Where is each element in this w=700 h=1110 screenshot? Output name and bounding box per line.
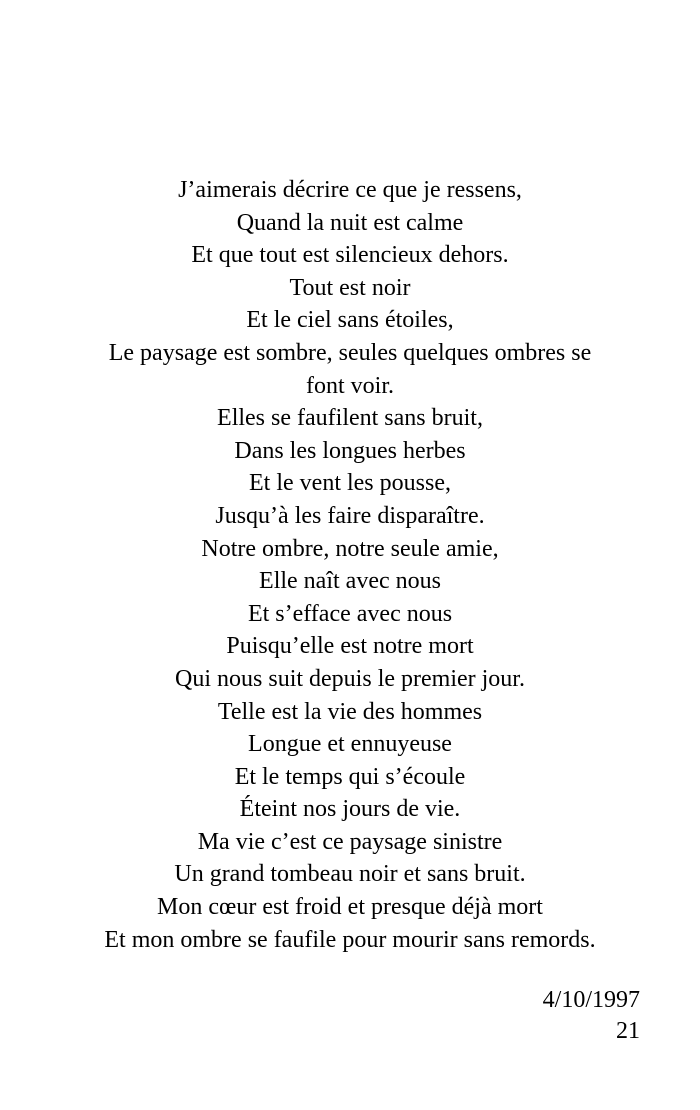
- poem-line: Puisqu’elle est notre mort: [226, 633, 474, 660]
- poem-line: Notre ombre, notre seule amie,: [201, 535, 499, 562]
- poem-line: Et le vent les pousse,: [249, 470, 451, 497]
- poem-line: Qui nous suit depuis le premier jour.: [175, 665, 525, 692]
- poem-line: Le paysage est sombre, seules quelques ombres se: [108, 339, 592, 366]
- poem-date: 4/10/1997: [542, 987, 640, 1013]
- poem-line: Un grand tombeau noir et sans bruit.: [174, 861, 526, 888]
- poem-line: Et que tout est silencieux dehors.: [191, 242, 509, 269]
- poem-line: Et mon ombre se faufile pour mourir sans remords.: [104, 926, 596, 953]
- poem-line: Tout est noir: [289, 274, 411, 301]
- poem-line: Longue et ennuyeuse: [248, 731, 452, 758]
- poem-line: Jusqu’à les faire disparaître.: [215, 502, 485, 529]
- poem-line: Ma vie c’est ce paysage sinistre: [197, 828, 503, 855]
- poem-line: Éteint nos jours de vie.: [239, 796, 461, 823]
- poem-line: Dans les longues herbes: [234, 437, 466, 464]
- poem-line: Elle naît avec nous: [259, 568, 441, 595]
- poem-line: Et le ciel sans étoiles,: [246, 307, 454, 334]
- poem-line: Quand la nuit est calme: [236, 209, 464, 236]
- page-number: 21: [616, 1018, 640, 1044]
- poem: [0, 174, 700, 956]
- poem-line: Elles se faufilent sans bruit,: [217, 405, 483, 432]
- poem-line: J’aimerais décrire ce que je ressens,: [178, 177, 522, 203]
- poem-line: font voir.: [306, 372, 394, 399]
- poem-line: Telle est la vie des hommes: [217, 698, 483, 725]
- poem-line: Et s’efface avec nous: [247, 600, 453, 627]
- poem-line: Et le temps qui s’écoule: [234, 763, 466, 790]
- poem-line: Mon cœur est froid et presque déjà mort: [157, 894, 543, 921]
